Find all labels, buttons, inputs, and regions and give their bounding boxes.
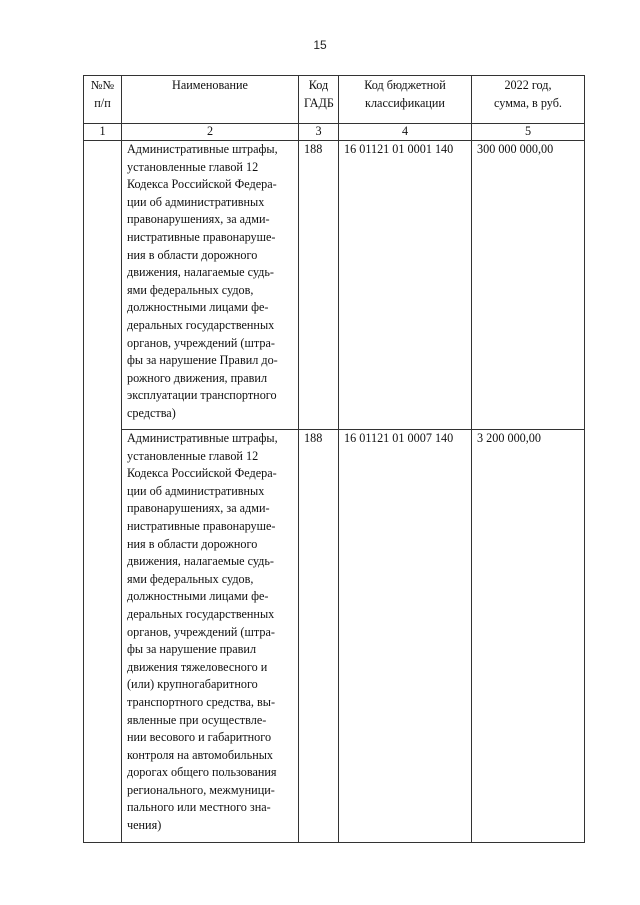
table-row <box>84 430 585 843</box>
header-sum: 2022 год, сумма, в руб. <box>472 76 585 124</box>
header-kbk: Код бюджетной классификации <box>339 76 472 124</box>
row-gadb-cell: 188 <box>299 141 339 430</box>
column-number-row <box>84 124 585 141</box>
row-kbk-cell: 16 01121 01 0007 140 <box>339 430 472 843</box>
header-name: Наименование <box>122 76 299 124</box>
table-row <box>84 141 585 430</box>
column-number: 2 <box>122 124 299 141</box>
row-name-cell: Административные штрафы, установленные главой 12 Кодекса Российской Федера- ции об административных правонарушениях, за адми- нистративные правонаруше- ния в области дорожного движения, налагаемые судь- ями федеральных судов, должностными лицами фе- деральных государственных органов, учреждений (штра- фы за нарушение Правил до- рожного движения, правил эксплуатации транспортного средства) <box>122 141 299 430</box>
row-kbk-cell: 16 01121 01 0001 140 <box>339 141 472 430</box>
column-number: 5 <box>472 124 585 141</box>
row-num-cell <box>84 141 122 843</box>
header-num: №№ п/п <box>84 76 122 124</box>
row-sum-cell: 300 000 000,00 <box>472 141 585 430</box>
column-number: 1 <box>84 124 122 141</box>
row-gadb-cell: 188 <box>299 430 339 843</box>
column-number: 3 <box>299 124 339 141</box>
row-sum-cell: 3 200 000,00 <box>472 430 585 843</box>
row-name-cell: Административные штрафы, установленные главой 12 Кодекса Российской Федера- ции об административных правонарушениях, за адми- нистративные правонаруше- ния в области дорожного движения, налагаемые судь- ями федеральных судов, должностными лицами фе- деральных государственных органов, учреждений (штра- фы за нарушение правил движения тяжеловесного и (или) крупногабаритного транспортного средства, вы- явленные при осуществле- нии весового и габаритного контроля на автомобильных дорогах общего пользования регионального, межмуници- пального или местного зна- чения) <box>122 430 299 843</box>
page-number: 15 <box>313 38 327 52</box>
budget-revenue-table <box>83 75 585 843</box>
column-number: 4 <box>339 124 472 141</box>
table-header-row <box>84 76 585 124</box>
header-gadb: Код ГАДБ <box>299 76 339 124</box>
